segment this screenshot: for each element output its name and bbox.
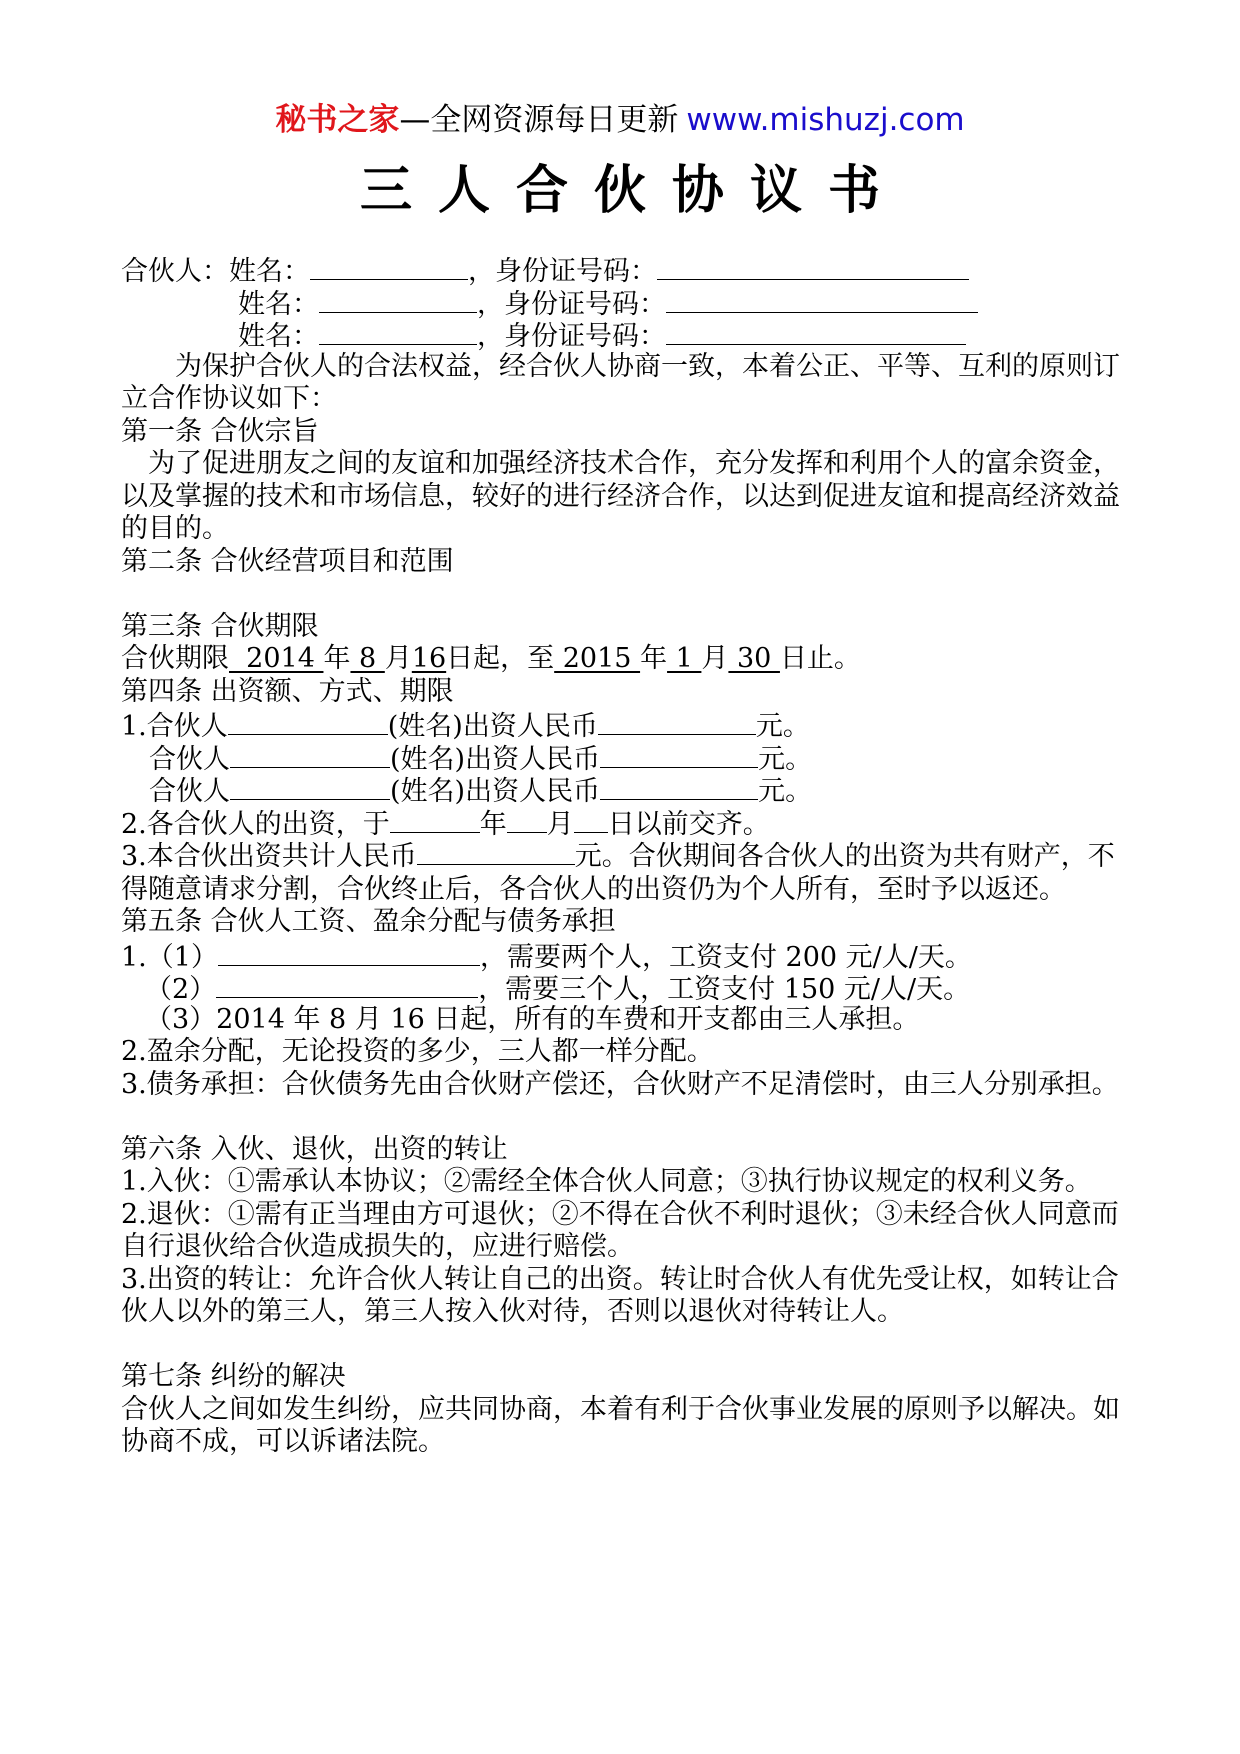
wage-line-2 [121, 971, 1121, 1004]
term-line [121, 643, 1121, 676]
start-day: 16 [411, 643, 447, 674]
article-3-heading: 第三条 合伙期限 [121, 610, 319, 642]
end-month: 1 [667, 643, 702, 674]
partner-blank [230, 773, 390, 800]
amount-blank [598, 708, 756, 735]
blank-line [121, 578, 1121, 611]
partner-label: 合伙人 [149, 776, 230, 807]
total-text: 元。合伙期间各合伙人的出资为共有财产，不得随意请求分割，合伙终止后，各合伙人的出资仍为个人所有，至时予以返还。 [121, 841, 1115, 905]
banner-brand: 秘书之家 [275, 102, 400, 138]
contribution-total [121, 838, 1121, 906]
profit-distribution: 2.盈余分配，无论投资的多少，三人都一样分配。 [121, 1036, 714, 1067]
role-blank [216, 971, 478, 998]
id-label: ，身份证号码： [468, 256, 657, 287]
total-blank [417, 838, 575, 865]
term-text: 日止。 [779, 643, 861, 674]
yuan-label: 元。 [755, 711, 810, 742]
debt-bearing: 3.债务承担：合伙债务先由合伙财产偿还，合伙财产不足清偿时，由三人分别承担。 [121, 1068, 1119, 1100]
year-blank [390, 806, 480, 833]
article-7-text: 合伙人之间如发生纠纷，应共同协商，本着有利于合伙事业发展的原则予以解决。如协商不成，可以诉诸法院。 [121, 1393, 1120, 1457]
name-label: 姓名： [238, 321, 319, 352]
deadline-text: 年 [479, 808, 507, 840]
end-day: 30 [728, 643, 780, 674]
yuan-label: 元。 [758, 776, 813, 807]
term-text: 合伙期限 [121, 643, 229, 674]
partner-line-2 [121, 286, 1121, 319]
name-label: 姓名： [238, 288, 319, 320]
wage-line-1 [121, 939, 1121, 972]
deadline-text: 月 [546, 808, 574, 840]
sub-number: （1） [146, 941, 218, 973]
role-blank [218, 939, 480, 966]
id-label: ，身份证号码： [477, 288, 666, 320]
article-4-heading: 第四条 出资额、方式、期限 [121, 675, 454, 707]
id-label: ，身份证号码： [477, 321, 666, 352]
term-text: 年 [323, 643, 351, 674]
item-number: 1. [121, 941, 147, 973]
contribution-line-1 [121, 708, 1121, 741]
name-label: 姓名： [229, 256, 310, 287]
transfer-clause: 3.出资的转让：允许合伙人转让自己的出资。转让时合伙人有优先受让权，如转让合伙人以外的第三人，第三人按入伙对待，否则以退伙对待转让人。 [121, 1263, 1119, 1327]
term-text: 月 [701, 643, 729, 674]
total-text: 3.本合伙出资共计人民币 [121, 841, 417, 872]
partner-blank [230, 741, 390, 768]
partner-line-3 [121, 318, 1121, 351]
contribution-label: (姓名)出资人民币 [387, 711, 598, 742]
term-text: 月 [384, 643, 412, 674]
yuan-label: 元。 [758, 743, 813, 775]
wage-text: ，需要三个人，工资支付 150 元/人/天。 [478, 974, 971, 1005]
name-blank [319, 318, 477, 345]
blank-line [121, 1329, 1121, 1362]
wage-text: ，需要两个人，工资支付 200 元/人/天。 [479, 941, 972, 973]
day-blank [574, 806, 608, 833]
start-year: 2014 [229, 643, 324, 674]
contribution-label: (姓名)出资人民币 [390, 776, 601, 807]
partner-line-1 [121, 253, 1121, 286]
banner-url-link[interactable]: www.mishuzj.com [686, 102, 965, 138]
article-7-heading: 第七条 纠纷的解决 [121, 1361, 346, 1392]
banner-slogan: —全网资源每日更新 [399, 102, 679, 138]
contribution-label: (姓名)出资人民币 [390, 743, 601, 775]
partner-lead-label: 合伙人： [121, 256, 229, 287]
partner-blank [228, 708, 388, 735]
contribution-line-2 [121, 741, 1121, 774]
contribution-line-3 [121, 773, 1121, 806]
end-year: 2015 [554, 643, 641, 674]
preamble: 为保护合伙人的合法权益，经合伙人协商一致，本着公正、平等、互利的原则订立合作协议如下： [121, 350, 1120, 414]
amount-blank [600, 773, 758, 800]
month-blank [507, 806, 547, 833]
name-blank [310, 253, 468, 280]
id-blank [666, 318, 966, 345]
withdrawal-clause: 2.退伙：①需有正当理由方可退伙；②不得在合伙不利时退伙；③未经合伙人同意而自行退伙给合伙造成损失的，应进行赔偿。 [121, 1198, 1119, 1262]
sub-number: （2） [145, 974, 217, 1005]
document-title: 三人合伙协议书 [359, 160, 906, 221]
article-5-heading: 第五条 合伙人工资、盈余分配与债务承担 [121, 906, 616, 937]
site-banner [0, 100, 1240, 140]
contribution-deadline [121, 806, 1121, 839]
id-blank [657, 253, 969, 280]
term-text: 日起，至 [446, 643, 555, 674]
item-number: 1. [121, 711, 147, 742]
blank-line [121, 1101, 1121, 1134]
partner-label: 合伙人 [146, 711, 228, 742]
article-6-heading: 第六条 入伙、退伙，出资的转让 [121, 1133, 508, 1165]
wage-line-3: （3）2014 年 8 月 16 日起，所有的车费和开支都由三人承担。 [145, 1003, 920, 1035]
article-1-heading: 第一条 合伙宗旨 [121, 415, 319, 447]
name-blank [319, 286, 477, 313]
partner-label: 合伙人 [149, 743, 230, 775]
joining-clause: 1.入伙：①需承认本协议；②需经全体合伙人同意；③执行协议规定的权利义务。 [121, 1166, 1092, 1197]
document-body [121, 253, 1121, 1459]
article-1-text: 为了促进朋友之间的友谊和加强经济技术合作，充分发挥和利用个人的富余资金，以及掌握的技术和市场信息，较好的进行经济合作，以达到促进友谊和提高经济效益的目的。 [121, 448, 1120, 544]
deadline-text: 日以前交齐。 [607, 808, 770, 840]
article-2-heading: 第二条 合伙经营项目和范围 [121, 545, 454, 577]
amount-blank [600, 741, 758, 768]
deadline-text: 2.各合伙人的出资，于 [121, 808, 390, 840]
term-text: 年 [640, 643, 668, 674]
start-month: 8 [350, 643, 385, 674]
id-blank [666, 286, 978, 313]
